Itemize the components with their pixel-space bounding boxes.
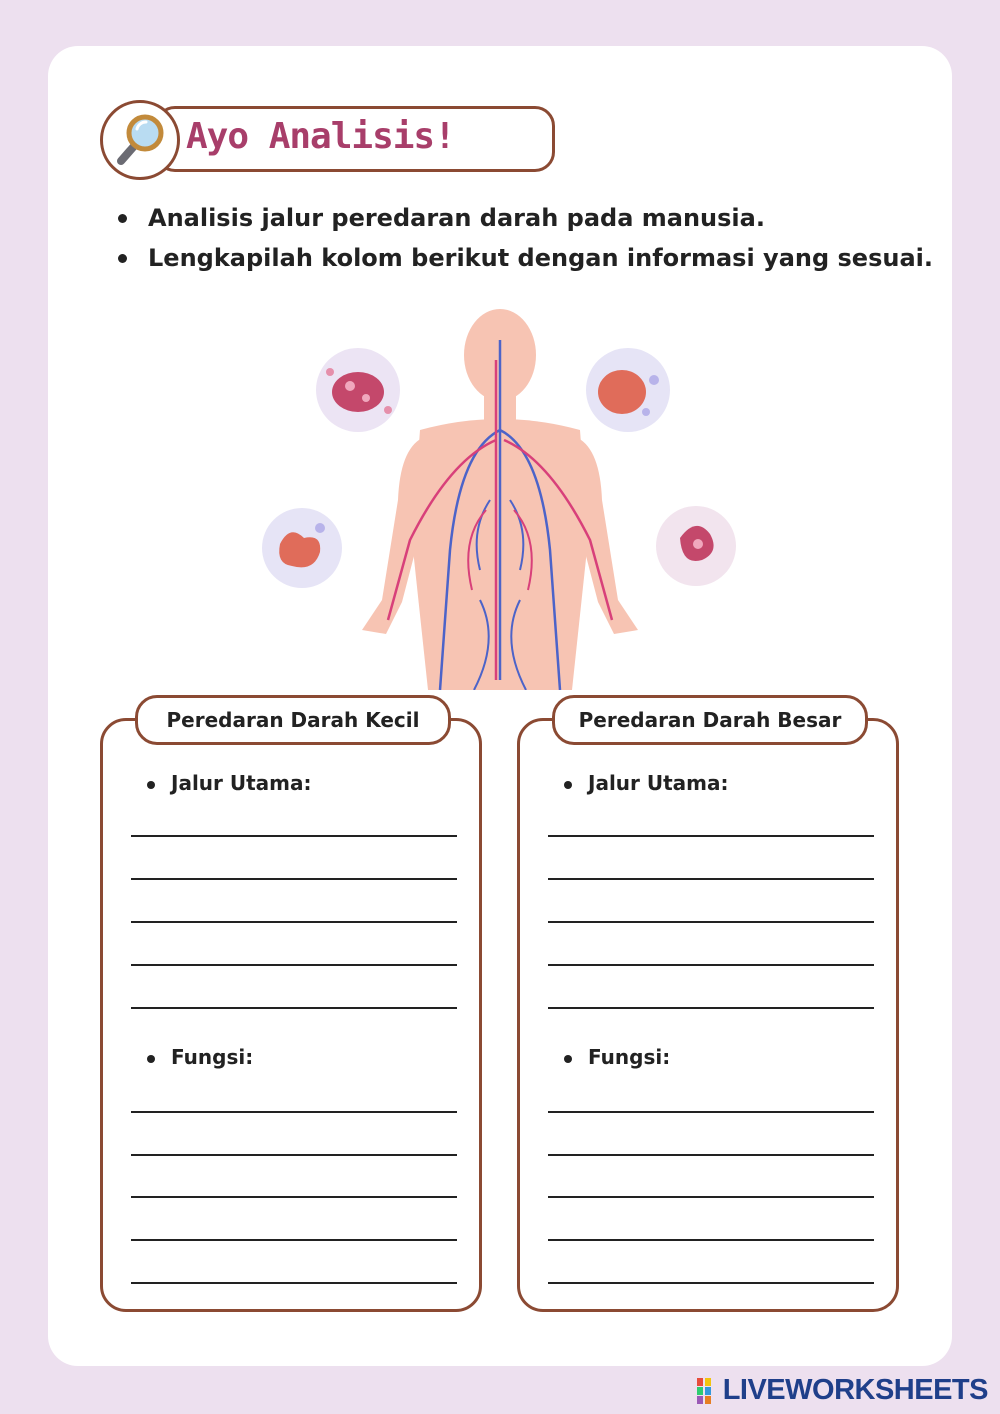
- instruction-item: Analisis jalur peredaran darah pada manusia.: [112, 200, 933, 240]
- answer-line[interactable]: [131, 1196, 457, 1198]
- answer-line[interactable]: [131, 835, 457, 837]
- answer-line[interactable]: [548, 1007, 874, 1009]
- answer-line[interactable]: [131, 1007, 457, 1009]
- answer-line[interactable]: [548, 1111, 874, 1113]
- answer-line[interactable]: [548, 878, 874, 880]
- answer-line[interactable]: [131, 1239, 457, 1241]
- blood-cell-icon: [316, 348, 400, 432]
- title-icon-circle: [100, 100, 180, 180]
- panel-title: Peredaran Darah Besar: [552, 695, 868, 745]
- panel-peredaran-darah-kecil: [100, 708, 482, 1312]
- answer-line[interactable]: [131, 1154, 457, 1156]
- answer-line[interactable]: [131, 1111, 457, 1113]
- section-header: [100, 100, 560, 180]
- circulatory-system-illustration: [250, 300, 750, 690]
- blood-cell-icon: [586, 348, 670, 432]
- answer-line[interactable]: [131, 1282, 457, 1284]
- answer-line[interactable]: [131, 921, 457, 923]
- answer-line[interactable]: [548, 964, 874, 966]
- blood-cell-icon: [656, 506, 736, 586]
- blood-cell-icon: [262, 508, 342, 588]
- answer-line[interactable]: [548, 1239, 874, 1241]
- answer-line[interactable]: [548, 835, 874, 837]
- answer-line[interactable]: [548, 1154, 874, 1156]
- page-title: Ayo Analisis!: [186, 116, 455, 157]
- jalur-utama-label: Jalur Utama:: [147, 771, 312, 795]
- answer-line[interactable]: [548, 1282, 874, 1284]
- brand-name: LIVEWORKSHEETS: [722, 1374, 988, 1406]
- jalur-utama-label: Jalur Utama:: [564, 771, 729, 795]
- answer-line[interactable]: [548, 921, 874, 923]
- answer-line[interactable]: [131, 964, 457, 966]
- instruction-list: [112, 200, 933, 280]
- liveworksheets-logo-icon: [697, 1378, 719, 1404]
- panel-peredaran-darah-besar: [517, 708, 899, 1312]
- fungsi-label: Fungsi:: [564, 1045, 670, 1069]
- answer-line[interactable]: [548, 1196, 874, 1198]
- brand-footer[interactable]: [697, 1374, 988, 1407]
- magnifier-icon: [103, 103, 177, 177]
- instruction-item: Lengkapilah kolom berikut dengan informasi yang sesuai.: [112, 240, 933, 280]
- panel-title: Peredaran Darah Kecil: [135, 695, 451, 745]
- answer-line[interactable]: [131, 878, 457, 880]
- fungsi-label: Fungsi:: [147, 1045, 253, 1069]
